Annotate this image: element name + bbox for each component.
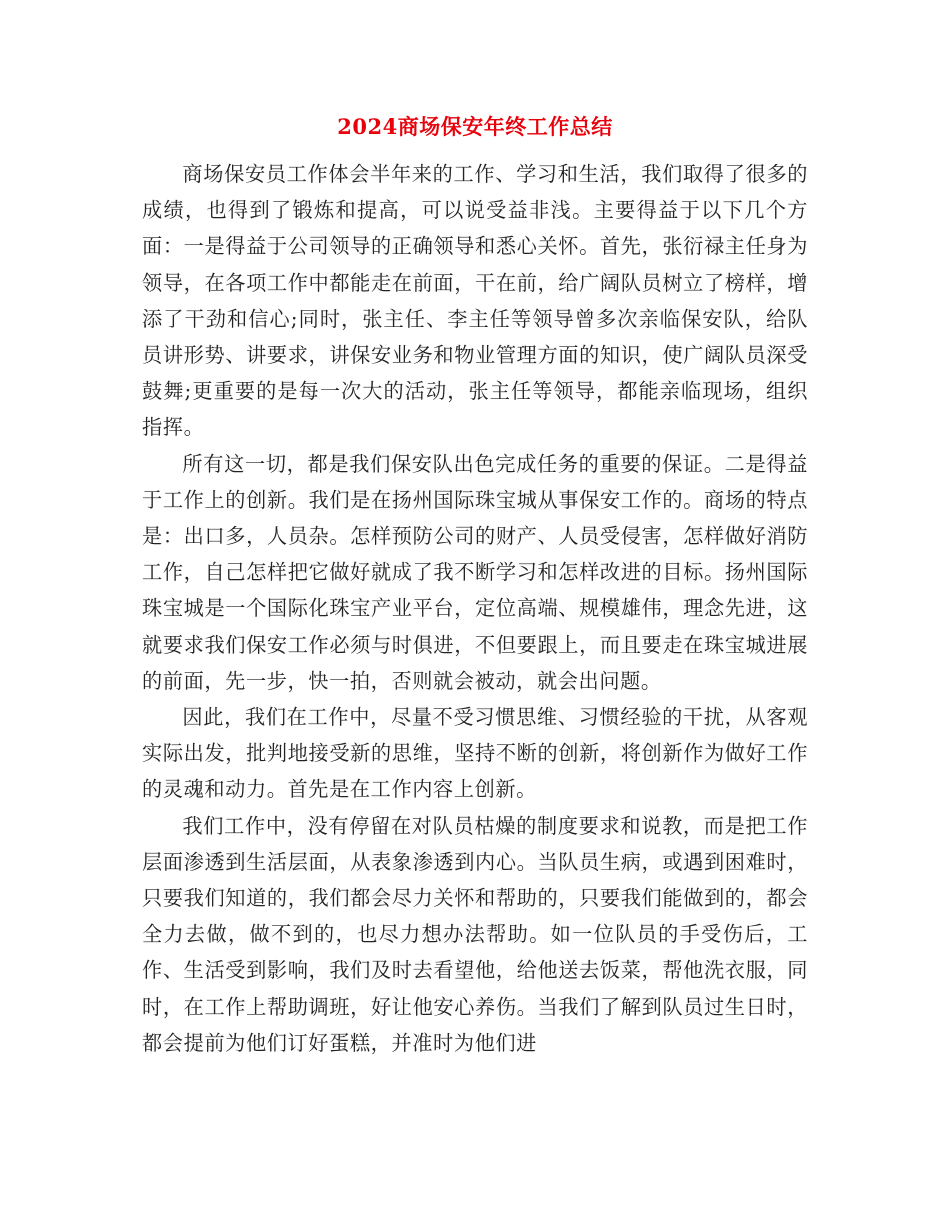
paragraph-2: 所有这一切，都是我们保安队出色完成任务的重要的保证。二是得益于工作上的创新。我们是在扬州国际珠宝城从事保安工作的。商场的特点是：出口多，人员杂。怎样预防公司的财产、人员受侵害，怎样做好消防工作，自己怎样把它做好就成了我不断学习和怎样改进的目标。扬州国际珠宝城是一个国际化珠宝产业平台，定位高端、规模雄伟，理念先进，这就要求我们保安工作必须与时俱进，不但要跟上，而且要走在珠宝城进展的前面，先一步，快一拍，否则就会被动，就会出问题。 [142, 451, 808, 693]
paragraph-4: 我们工作中，没有停留在对队员枯燥的制度要求和说教，而是把工作层面渗透到生活层面，从表象渗透到内心。当队员生病，或遇到困难时，只要我们知道的，我们都会尽力关怀和帮助的，只要我们能做到的，都会全力去做，做不到的，也尽力想办法帮助。如一位队员的手受伤后，工作、生活受到影响，我们及时去看望他，给他送去饭菜，帮他洗衣服，同时，在工作上帮助调班，好让他安心养伤。当我们了解到队员过生日时，都会提前为他们订好蛋糕，并准时为他们进 [142, 813, 808, 1055]
document-title: 2024商场保安年终工作总结 [337, 114, 613, 139]
document-body [142, 156, 808, 1061]
paragraph-1: 商场保安员工作体会半年来的工作、学习和生活，我们取得了很多的成绩，也得到了锻炼和提高，可以说受益非浅。主要得益于以下几个方面：一是得益于公司领导的正确领导和悉心关怀。首先，张衍禄主任身为领导，在各项工作中都能走在前面，干在前，给广阔队员树立了榜样，增添了干劲和信心;同时，张主任、李主任等领导曾多次亲临保安队，给队员讲形势、讲要求，讲保安业务和物业管理方面的知识，使广阔队员深受鼓舞;更重要的是每一次大的活动，张主任等领导，都能亲临现场，组织指挥。 [142, 162, 808, 440]
paragraph-3: 因此，我们在工作中，尽量不受习惯思维、习惯经验的干扰，从客观实际出发，批判地接受新的思维，坚持不断的创新，将创新作为做好工作的灵魂和动力。首先是在工作内容上创新。 [142, 705, 808, 802]
